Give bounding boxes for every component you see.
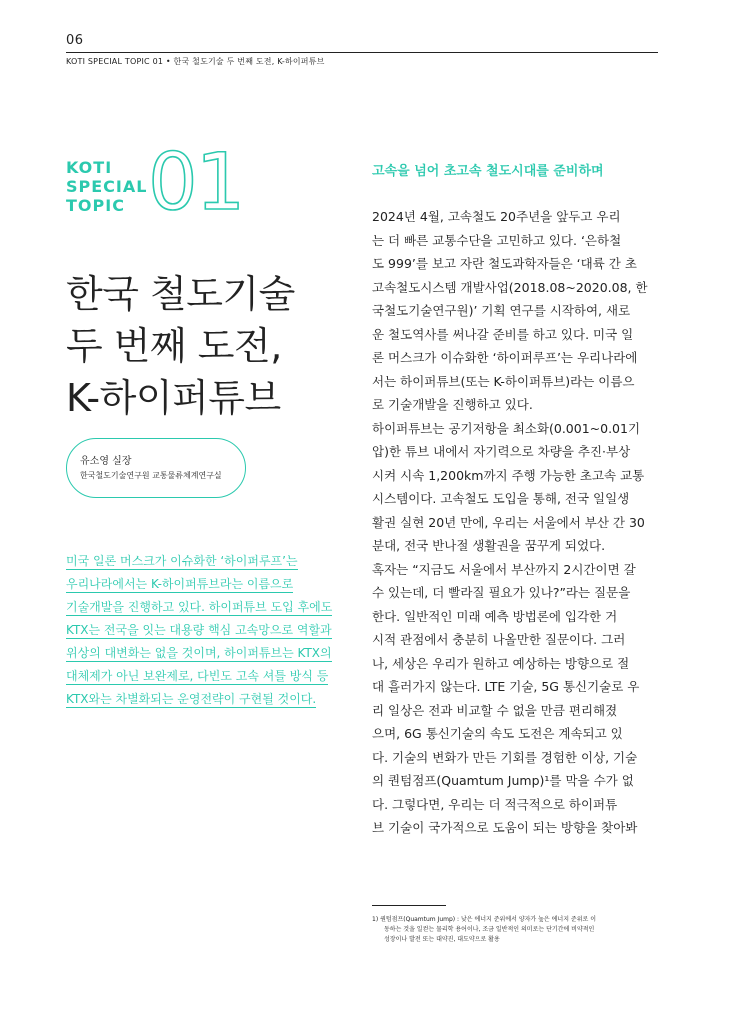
body-line: 분대, 전국 반나절 생활권을 꿈꾸게 되었다.: [372, 538, 606, 553]
footnote-divider: [372, 905, 446, 906]
summary-line: 미국 일론 머스크가 이슈화한 ‘하이퍼루프’는: [66, 554, 298, 568]
topic-label: [66, 158, 154, 215]
body-line: 는 더 빠른 교통수단을 고민하고 있다. ‘은하철: [372, 232, 622, 248]
body-line: 혹자는 “지금도 서울에서 부산까지 2시간이면 갈: [372, 561, 636, 577]
body-line: 다. 기술의 변화가 만든 기회를 경험한 이상, 기술: [372, 749, 638, 765]
body-line: 시적 관점에서 충분히 나올만한 질문이다. 그러: [372, 632, 626, 647]
body-text: [372, 205, 662, 840]
body-line: 의 퀀텀점프(Quamtum Jump)¹를 막을 수가 없: [372, 773, 634, 788]
body-line: 브 기술이 국가적으로 도움이 되는 방향을 찾아봐: [372, 820, 638, 835]
body-line: 으며, 6G 통신기술의 속도 도전은 계속되고 있: [372, 726, 623, 741]
body-line: 하이퍼튜브는 공기저항을 최소화(0.001~0.01기: [372, 420, 641, 436]
body-line: 2024년 4월, 고속철도 20주년을 앞두고 우리: [372, 209, 621, 224]
body-line: 고속철도시스템 개발사업(2018.08~2020.08, 한: [372, 279, 648, 295]
title-line: 두 번째 도전,: [66, 324, 282, 368]
summary-line: KTX와는 차별화되는 운영전략이 구현될 것이다.: [66, 692, 317, 706]
body-line: 로 기술개발을 진행하고 있다.: [372, 397, 533, 412]
topic-number: 01: [148, 138, 244, 228]
body-line: 운 철도역사를 써나갈 준비를 하고 있다. 미국 일: [372, 326, 634, 342]
topic-label-line: TOPIC: [66, 196, 125, 215]
body-line: 도 999’를 보고 자란 철도과학자들은 ‘대륙 간 초: [372, 256, 637, 271]
page-number: 06: [66, 33, 84, 48]
body-line: 나, 세상은 우리가 원하고 예상하는 방향으로 절: [372, 655, 630, 671]
author-box: [66, 438, 246, 498]
body-line: 활권 실현 20년 만에, 우리는 서울에서 부산 간 30: [372, 514, 645, 530]
article-summary: [66, 550, 342, 711]
section-heading: 고속을 넘어 초고속 철도시대를 준비하며: [372, 164, 604, 179]
topic-label-line: KOTI: [66, 158, 113, 177]
body-line: 리 일상은 전과 비교할 수 없을 만큼 편리해졌: [372, 702, 618, 718]
footnote-line: 1) 퀀텀점프(Quamtum Jump) : 낮은 에너지 준위에서 양자가 높은 에너지 준위로 이: [372, 916, 597, 923]
body-line: 시켜 시속 1,200km까지 주행 가능한 초고속 교통: [372, 467, 645, 483]
author-name: 유소영 실장: [80, 456, 132, 467]
body-line: 다. 그렇다면, 우리는 더 적극적으로 하이퍼튜: [372, 796, 618, 812]
body-line: 국철도기술연구원)’ 기획 연구를 시작하여, 새로: [372, 303, 631, 318]
article-title: [66, 268, 295, 424]
summary-line: KTX는 전국을 잇는 대용량 핵심 고속망으로 역할과: [66, 623, 332, 637]
author-affiliation: 한국철도기술연구원 교통물류체계연구실: [80, 471, 222, 480]
topic-label-line: SPECIAL: [66, 177, 148, 196]
body-line: 압)한 튜브 내에서 자기력으로 차량을 추진·부상: [372, 444, 631, 459]
footnote-line: 동하는 것을 일컫는 물리학 용어이나, 조금 일반적인 의미로는 단기간에 비약적인: [384, 926, 595, 933]
body-line: 대 흘러가지 않는다. LTE 기술, 5G 통신기술로 우: [372, 679, 640, 694]
summary-line: 우리나라에서는 K-하이퍼튜브라는 이름으로: [66, 577, 294, 591]
title-line: 한국 철도기술: [66, 272, 295, 316]
footnote: [372, 915, 662, 945]
title-line: K-하이퍼튜브: [66, 376, 281, 420]
summary-line: 기술개발을 진행하고 있다. 하이퍼튜브 도입 후에도: [66, 600, 333, 614]
body-line: 론 머스크가 이슈화한 ‘하이퍼루프’는 우리나라에: [372, 350, 638, 365]
summary-line: 위상의 대변화는 없을 것이며, 하이퍼튜브는 KTX의: [66, 646, 332, 660]
summary-line: 대체제가 아닌 보완제로, 다빈도 고속 셔틀 방식 등: [66, 669, 329, 683]
running-head: KOTI SPECIAL TOPIC 01 • 한국 철도기술 두 번째 도전, K-하이퍼튜브: [66, 57, 325, 66]
header-divider: [66, 52, 658, 53]
body-line: 서는 하이퍼튜브(또는 K-하이퍼튜브)라는 이름으: [372, 373, 635, 389]
body-line: 수 있는데, 더 빨라질 필요가 있나?”라는 질문을: [372, 585, 631, 600]
footnote-line: 성장이나 발전 또는 대약진, 대도약으로 활용: [384, 936, 500, 943]
body-line: 시스템이다. 고속철도 도입을 통해, 전국 일일생: [372, 491, 630, 506]
body-line: 한다. 일반적인 미래 예측 방법론에 입각한 거: [372, 608, 618, 624]
